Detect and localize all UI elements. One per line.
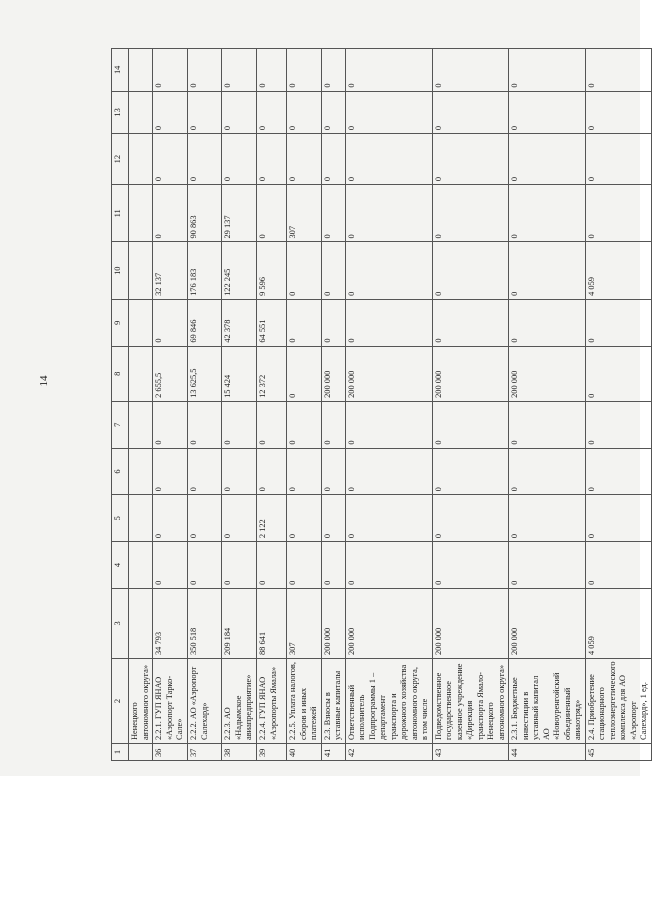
row-name: Подведомственное государственное казенное учреждение «Дирекция транспорта Ямало-Ненецкого автономного округа» bbox=[432, 659, 509, 744]
value-cell: 0 bbox=[585, 134, 651, 185]
column-header: 3 bbox=[112, 588, 129, 658]
value-cell: 0 bbox=[188, 401, 222, 448]
value-cell: 0 bbox=[287, 134, 322, 185]
row-name: 2.2.1. ГУП ЯНАО «Аэропорт Тарко-Сале» bbox=[153, 659, 188, 744]
value-cell: 0 bbox=[287, 495, 322, 542]
value-cell: 32 137 bbox=[153, 242, 188, 299]
value-cell: 200 000 bbox=[345, 346, 432, 401]
row-name: Ненецкого автономного округа» bbox=[129, 659, 153, 744]
value-cell: 4 059 bbox=[585, 588, 651, 658]
table-row bbox=[129, 49, 153, 761]
value-cell: 9 596 bbox=[257, 242, 287, 299]
value-cell: 15 424 bbox=[222, 346, 257, 401]
value-cell: 0 bbox=[432, 91, 509, 134]
value-cell: 0 bbox=[287, 346, 322, 401]
value-cell: 0 bbox=[345, 495, 432, 542]
value-cell: 0 bbox=[321, 185, 345, 242]
value-cell: 0 bbox=[257, 542, 287, 589]
value-cell bbox=[129, 448, 153, 495]
column-header: 10 bbox=[112, 242, 129, 299]
value-cell: 0 bbox=[188, 542, 222, 589]
value-cell: 0 bbox=[585, 495, 651, 542]
value-cell: 0 bbox=[257, 448, 287, 495]
value-cell: 0 bbox=[585, 49, 651, 92]
value-cell: 0 bbox=[321, 242, 345, 299]
value-cell: 0 bbox=[321, 542, 345, 589]
column-header: 5 bbox=[112, 495, 129, 542]
value-cell: 200 000 bbox=[321, 346, 345, 401]
value-cell: 0 bbox=[345, 242, 432, 299]
value-cell: 0 bbox=[509, 242, 586, 299]
value-cell: 69 846 bbox=[188, 299, 222, 346]
value-cell: 350 518 bbox=[188, 588, 222, 658]
value-cell bbox=[129, 91, 153, 134]
value-cell: 0 bbox=[257, 49, 287, 92]
table-row bbox=[345, 49, 432, 761]
table-row bbox=[585, 49, 651, 761]
value-cell: 0 bbox=[432, 448, 509, 495]
value-cell: 122 245 bbox=[222, 242, 257, 299]
table-row bbox=[432, 49, 509, 761]
value-cell: 0 bbox=[345, 91, 432, 134]
value-cell: 0 bbox=[287, 91, 322, 134]
value-cell bbox=[129, 401, 153, 448]
value-cell: 0 bbox=[188, 91, 222, 134]
table-row bbox=[257, 49, 287, 761]
value-cell: 0 bbox=[153, 495, 188, 542]
header-row bbox=[112, 49, 129, 761]
value-cell: 0 bbox=[432, 242, 509, 299]
value-cell: 4 059 bbox=[585, 242, 651, 299]
value-cell bbox=[129, 134, 153, 185]
value-cell: 0 bbox=[585, 299, 651, 346]
value-cell: 0 bbox=[153, 542, 188, 589]
value-cell: 2 655,5 bbox=[153, 346, 188, 401]
value-cell: 0 bbox=[345, 299, 432, 346]
value-cell: 200 000 bbox=[321, 588, 345, 658]
value-cell: 0 bbox=[153, 185, 188, 242]
value-cell: 0 bbox=[321, 448, 345, 495]
row-name: Ответственный исполнитель Подпрограммы 1 – департамент транспорта и дорожного хозяйства автономного округа, в том числе bbox=[345, 659, 432, 744]
value-cell: 0 bbox=[222, 495, 257, 542]
value-cell: 0 bbox=[345, 401, 432, 448]
value-cell: 0 bbox=[585, 91, 651, 134]
row-number: 36 bbox=[153, 744, 188, 761]
value-cell: 0 bbox=[509, 91, 586, 134]
value-cell: 0 bbox=[432, 299, 509, 346]
value-cell: 0 bbox=[257, 185, 287, 242]
row-name: 2.2.4. ГУП ЯНАО «Аэропорты Ямала» bbox=[257, 659, 287, 744]
value-cell: 0 bbox=[188, 49, 222, 92]
value-cell: 0 bbox=[153, 49, 188, 92]
value-cell: 200 000 bbox=[432, 588, 509, 658]
row-name: 2.3.1. Бюджетные инвестиции в уставный капитал АО «Новоуренгойский объединенный авиаотряд» bbox=[509, 659, 586, 744]
value-cell: 307 bbox=[287, 185, 322, 242]
value-cell bbox=[129, 299, 153, 346]
value-cell: 34 793 bbox=[153, 588, 188, 658]
value-cell: 0 bbox=[287, 49, 322, 92]
value-cell: 0 bbox=[287, 299, 322, 346]
value-cell: 90 863 bbox=[188, 185, 222, 242]
value-cell: 0 bbox=[287, 448, 322, 495]
value-cell: 0 bbox=[153, 134, 188, 185]
value-cell: 0 bbox=[432, 495, 509, 542]
value-cell: 0 bbox=[153, 401, 188, 448]
value-cell: 0 bbox=[153, 448, 188, 495]
value-cell: 0 bbox=[585, 448, 651, 495]
value-cell: 0 bbox=[509, 299, 586, 346]
value-cell bbox=[129, 49, 153, 92]
value-cell: 0 bbox=[287, 401, 322, 448]
value-cell: 209 184 bbox=[222, 588, 257, 658]
row-name: 2.2.5. Уплата налогов, сборов и иных платежей bbox=[287, 659, 322, 744]
column-header: 8 bbox=[112, 346, 129, 401]
table-row bbox=[287, 49, 322, 761]
value-cell: 0 bbox=[509, 542, 586, 589]
value-cell: 0 bbox=[509, 185, 586, 242]
row-number bbox=[129, 744, 153, 761]
value-cell: 0 bbox=[585, 346, 651, 401]
value-cell: 0 bbox=[321, 91, 345, 134]
value-cell: 0 bbox=[153, 91, 188, 134]
row-number: 37 bbox=[188, 744, 222, 761]
column-header: 4 bbox=[112, 542, 129, 589]
value-cell: 0 bbox=[257, 134, 287, 185]
value-cell: 13 625,5 bbox=[188, 346, 222, 401]
row-number: 42 bbox=[345, 744, 432, 761]
column-header: 6 bbox=[112, 448, 129, 495]
value-cell: 0 bbox=[321, 49, 345, 92]
value-cell: 0 bbox=[585, 401, 651, 448]
value-cell: 0 bbox=[509, 495, 586, 542]
table-row bbox=[188, 49, 222, 761]
value-cell: 88 641 bbox=[257, 588, 287, 658]
value-cell: 0 bbox=[432, 401, 509, 448]
value-cell bbox=[129, 346, 153, 401]
value-cell: 0 bbox=[585, 542, 651, 589]
page-number: 14 bbox=[38, 375, 50, 387]
value-cell: 0 bbox=[222, 91, 257, 134]
value-cell: 64 551 bbox=[257, 299, 287, 346]
value-cell: 0 bbox=[432, 134, 509, 185]
column-header: 7 bbox=[112, 401, 129, 448]
value-cell: 200 000 bbox=[509, 346, 586, 401]
value-cell: 0 bbox=[345, 134, 432, 185]
value-cell: 0 bbox=[432, 49, 509, 92]
value-cell: 0 bbox=[287, 542, 322, 589]
budget-table-rotated bbox=[111, 48, 648, 761]
value-cell: 42 378 bbox=[222, 299, 257, 346]
row-number: 38 bbox=[222, 744, 257, 761]
budget-table bbox=[111, 48, 652, 761]
value-cell bbox=[129, 588, 153, 658]
row-name: 2.2.2. АО «Аэропорт Салехард» bbox=[188, 659, 222, 744]
table-row bbox=[222, 49, 257, 761]
value-cell: 0 bbox=[153, 299, 188, 346]
value-cell: 0 bbox=[188, 134, 222, 185]
table-row bbox=[509, 49, 586, 761]
value-cell: 0 bbox=[321, 495, 345, 542]
column-header: 11 bbox=[112, 185, 129, 242]
value-cell: 0 bbox=[509, 49, 586, 92]
value-cell: 200 000 bbox=[432, 346, 509, 401]
value-cell: 0 bbox=[345, 448, 432, 495]
value-cell: 0 bbox=[509, 448, 586, 495]
column-header: 13 bbox=[112, 91, 129, 134]
value-cell: 2 122 bbox=[257, 495, 287, 542]
row-number: 43 bbox=[432, 744, 509, 761]
value-cell: 0 bbox=[222, 448, 257, 495]
row-number: 41 bbox=[321, 744, 345, 761]
value-cell: 0 bbox=[432, 185, 509, 242]
value-cell: 0 bbox=[222, 401, 257, 448]
value-cell bbox=[129, 495, 153, 542]
row-name: 2.3. Взносы в уставные капиталы bbox=[321, 659, 345, 744]
value-cell: 0 bbox=[222, 134, 257, 185]
row-number: 44 bbox=[509, 744, 586, 761]
table-body bbox=[112, 49, 652, 761]
value-cell bbox=[129, 185, 153, 242]
value-cell: 0 bbox=[321, 401, 345, 448]
value-cell: 0 bbox=[509, 401, 586, 448]
value-cell: 307 bbox=[287, 588, 322, 658]
value-cell: 0 bbox=[222, 49, 257, 92]
table-row bbox=[153, 49, 188, 761]
row-number: 45 bbox=[585, 744, 651, 761]
row-number: 39 bbox=[257, 744, 287, 761]
value-cell: 0 bbox=[222, 542, 257, 589]
value-cell: 200 000 bbox=[509, 588, 586, 658]
value-cell: 0 bbox=[257, 91, 287, 134]
value-cell: 176 183 bbox=[188, 242, 222, 299]
value-cell: 0 bbox=[585, 185, 651, 242]
table-row bbox=[321, 49, 345, 761]
column-header: 2 bbox=[112, 659, 129, 744]
value-cell: 200 000 bbox=[345, 588, 432, 658]
value-cell: 0 bbox=[188, 495, 222, 542]
value-cell: 0 bbox=[321, 299, 345, 346]
column-header: 1 bbox=[112, 744, 129, 761]
value-cell: 0 bbox=[188, 448, 222, 495]
value-cell: 0 bbox=[257, 401, 287, 448]
value-cell: 0 bbox=[345, 49, 432, 92]
row-name: 2.2.3. АО «Надымское авиапредприятие» bbox=[222, 659, 257, 744]
value-cell: 0 bbox=[321, 134, 345, 185]
value-cell: 12 372 bbox=[257, 346, 287, 401]
value-cell: 29 137 bbox=[222, 185, 257, 242]
value-cell bbox=[129, 542, 153, 589]
column-header: 12 bbox=[112, 134, 129, 185]
value-cell: 0 bbox=[287, 242, 322, 299]
column-header: 9 bbox=[112, 299, 129, 346]
row-number: 40 bbox=[287, 744, 322, 761]
value-cell: 0 bbox=[345, 185, 432, 242]
value-cell: 0 bbox=[509, 134, 586, 185]
column-header: 14 bbox=[112, 49, 129, 92]
row-name: 2.4. Приобретение стационарного теплоэнергетического комплекса для АО «Аэропорт Салехард», 1 ед. bbox=[585, 659, 651, 744]
value-cell: 0 bbox=[345, 542, 432, 589]
value-cell: 0 bbox=[432, 542, 509, 589]
value-cell bbox=[129, 242, 153, 299]
